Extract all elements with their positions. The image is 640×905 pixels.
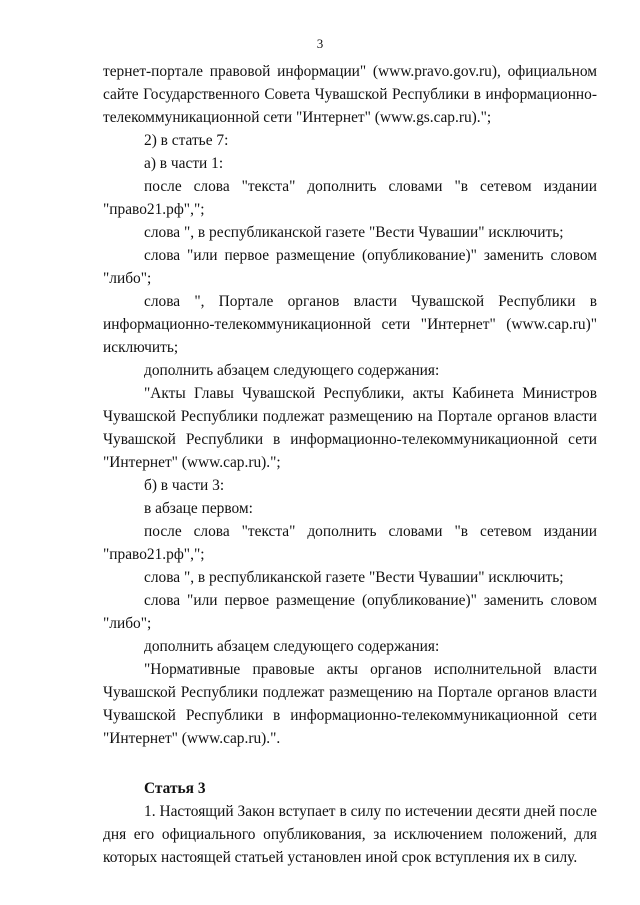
page-number: 3: [316, 36, 324, 51]
paragraph-quoted-text: "Нормативные правовые акты органов исполнительной власти Чувашской Республики подлежат размещению на Портале органов власти Чувашской Республики в информационно-телекоммуникационной сети "Интернет" (www.cap.ru).".: [103, 661, 597, 747]
paragraph-amendment: дополнить абзацем следующего содержания:: [144, 362, 440, 379]
paragraph-amendment: после слова "текста" дополнить словами "в сетевом издании "право21.рф",";: [103, 523, 597, 563]
paragraph-quoted-text: "Акты Главы Чувашской Республики, акты Кабинета Министров Чувашской Республики подлежат размещению на Портале органов власти Чувашской Республики в информационно-телекоммуникационной сети "Интернет" (www.cap.ru).";: [103, 385, 597, 471]
paragraph-amendment: слова "или первое размещение (опубликование)" заменить словом "либо";: [103, 247, 597, 287]
paragraph-amendment: после слова "текста" дополнить словами "в сетевом издании "право21.рф",";: [103, 178, 597, 218]
document-body: [103, 60, 597, 869]
paragraph-amendment: слова ", в республиканской газете "Вести Чувашии" исключить;: [144, 569, 564, 586]
paragraph-continuation: тернет-портале правовой информации" (www.pravo.gov.ru), официальном сайте Государственного Совета Чувашской Республики в информационно-телекоммуникационной сети "Интернет" (www.gs.cap.ru).";: [103, 63, 597, 126]
paragraph-amendment: слова ", в республиканской газете "Вести Чувашии" исключить;: [144, 224, 564, 241]
paragraph-amendment: в абзаце первом:: [144, 500, 253, 517]
paragraph-amendment: дополнить абзацем следующего содержания:: [144, 638, 440, 655]
article-paragraph: 1. Настоящий Закон вступает в силу по истечении десяти дней после дня его официального опубликования, за исключением положений, для которых настоящей статьей установлен иной срок вступления их в силу.: [103, 803, 597, 866]
paragraph-subitem-a: а) в части 1:: [144, 155, 224, 172]
paragraph-amendment: слова ", Портале органов власти Чувашской Республики в информационно-телекоммуникационной сети "Интернет" (www.cap.ru)" исключить;: [103, 293, 597, 356]
article-heading: Статья 3: [144, 780, 206, 797]
paragraph-amendment: слова "или первое размещение (опубликование)" заменить словом "либо";: [103, 592, 597, 632]
paragraph-subitem-b: б) в части 3:: [144, 477, 225, 494]
paragraph-item-2: 2) в статье 7:: [144, 132, 229, 149]
